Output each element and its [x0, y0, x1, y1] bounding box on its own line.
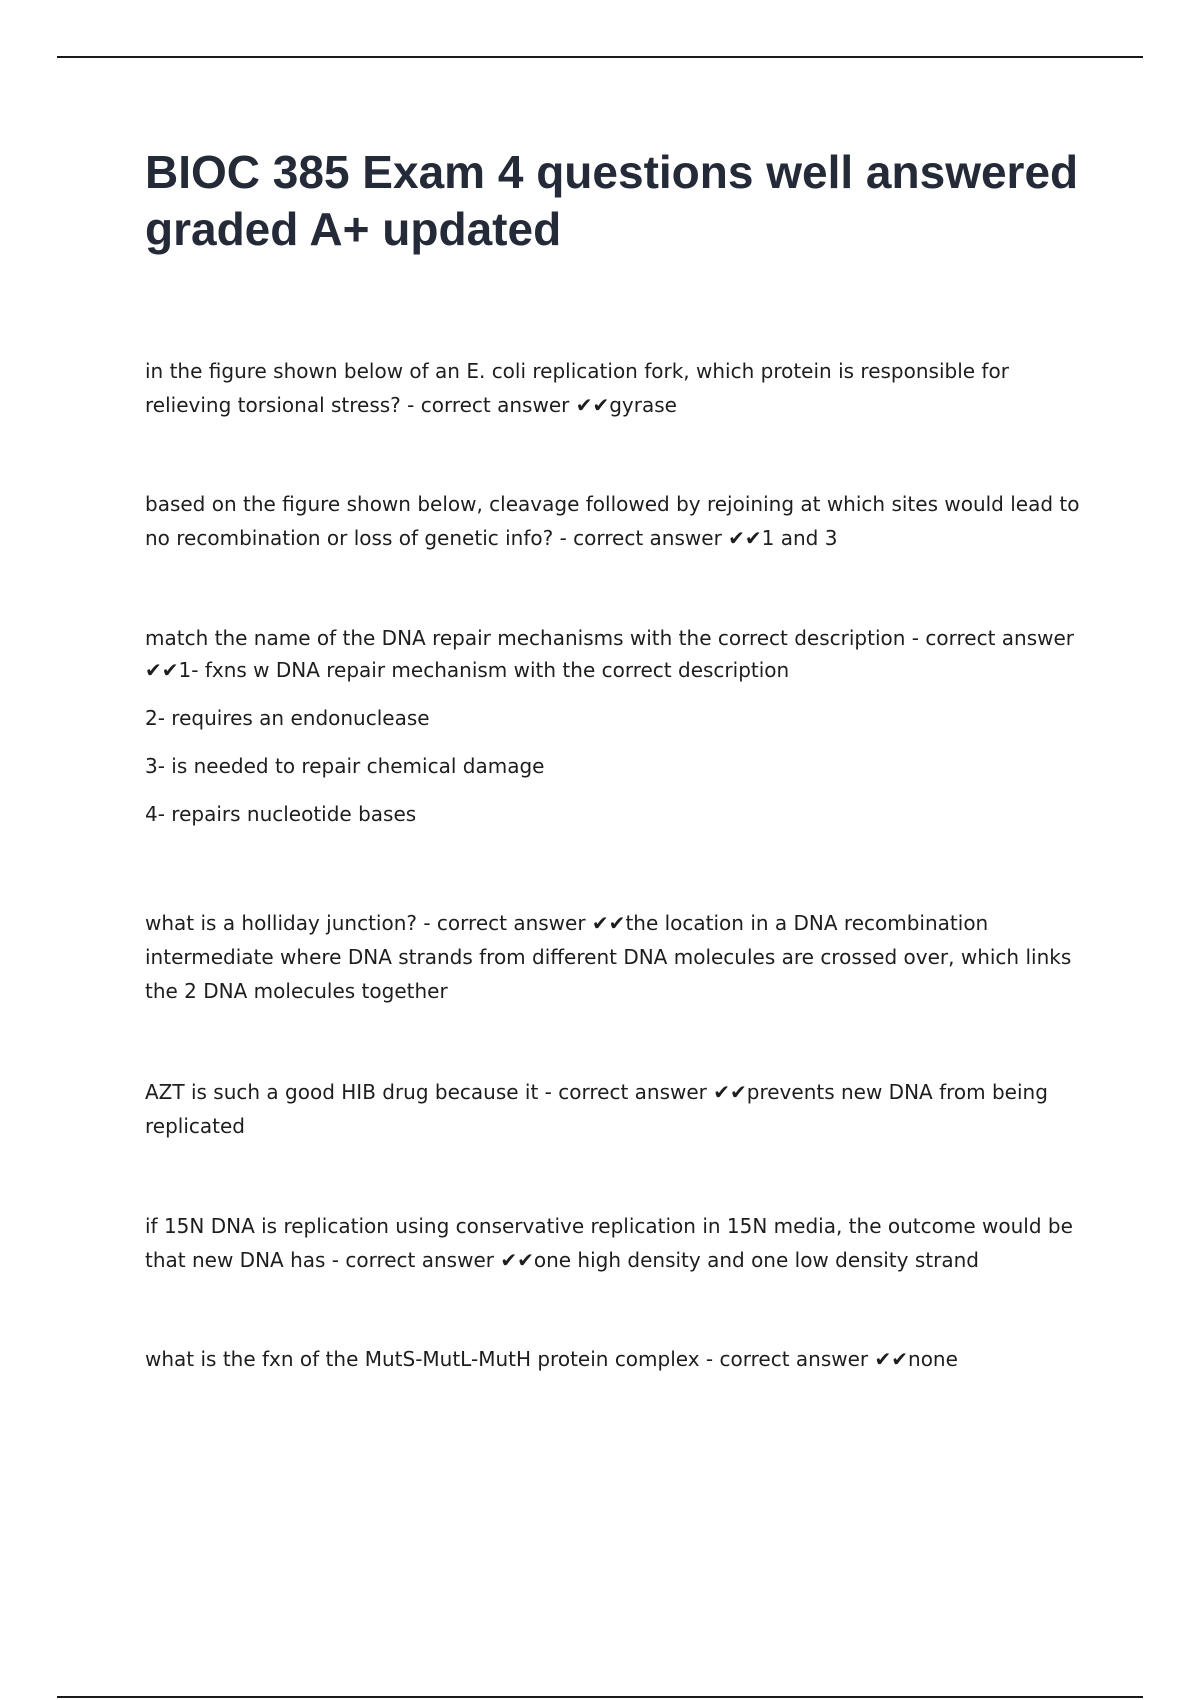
- answer-text: the location in a DNA recombination intermediate where DNA strands from different DNA molecules are crossed over, which links the 2 DNA molecules together: [145, 911, 1072, 1003]
- qa-text: [145, 354, 1090, 422]
- answer-text: 1 and 3: [761, 526, 838, 550]
- qa-item-2: [145, 487, 1090, 555]
- bottom-rule: [57, 1696, 1143, 1698]
- qa-item-6: [145, 1209, 1090, 1277]
- answer-line: 2- requires an endonuclease: [145, 706, 430, 730]
- question-text: what is a holliday junction?: [145, 911, 417, 935]
- question-text: match the name of the DNA repair mechanisms with the correct description: [145, 626, 906, 650]
- question-text: what is the fxn of the MutS-MutL-MutH protein complex: [145, 1347, 700, 1371]
- qa-item-4: [145, 906, 1090, 1008]
- document-title: BIOC 385 Exam 4 questions well answered graded A+ updated: [145, 146, 1079, 255]
- check-marks-icon: ✔✔: [728, 526, 762, 550]
- answer-line: 4- repairs nucleotide bases: [145, 802, 417, 826]
- qa-text: [145, 487, 1090, 555]
- check-marks-icon: ✔✔: [500, 1248, 534, 1272]
- answer-text: none: [908, 1347, 958, 1371]
- answer-text: prevents new DNA from being replicated: [145, 1080, 1048, 1138]
- answer-label: - correct answer: [553, 526, 729, 550]
- question-text: AZT is such a good HIB drug because it: [145, 1080, 539, 1104]
- answer-line: 3- is needed to repair chemical damage: [145, 754, 545, 778]
- answer-text: 1- fxns w DNA repair mechanism with the correct description: [178, 658, 790, 682]
- answer-text: one high density and one low density strand: [533, 1248, 979, 1272]
- qa-text: [145, 1209, 1090, 1277]
- check-marks-icon: ✔✔: [575, 393, 610, 417]
- top-rule: [57, 56, 1143, 58]
- qa-text: [145, 1075, 1090, 1143]
- check-marks-icon: ✔✔: [874, 1347, 909, 1371]
- qa-text: [145, 622, 1090, 686]
- question-text: if 15N DNA is replication using conservative replication in 15N media, the outcome would be that new DNA has: [145, 1214, 1073, 1272]
- qa-text: [145, 906, 1090, 1008]
- qa-item-1: [145, 354, 1090, 422]
- answer-label: - correct answer: [400, 393, 576, 417]
- qa-item-5: [145, 1075, 1090, 1143]
- question-text: based on the figure shown below, cleavage followed by rejoining at which sites would lead to no recombination or loss of genetic info?: [145, 492, 1080, 550]
- qa-item-3: [145, 622, 1090, 830]
- check-marks-icon: ✔✔: [713, 1080, 747, 1104]
- check-marks-icon: ✔✔: [145, 658, 179, 682]
- question-text: in the figure shown below of an E. coli replication fork, which protein is responsible for relieving torsional stress?: [145, 359, 1009, 417]
- answer-label: - correct answer: [325, 1248, 501, 1272]
- answer-text: gyrase: [609, 393, 677, 417]
- answer-label: - correct answer: [699, 1347, 875, 1371]
- qa-item-7: [145, 1342, 1090, 1376]
- qa-text: [145, 1342, 1090, 1376]
- answer-label: - correct answer: [905, 626, 1075, 650]
- check-marks-icon: ✔✔: [591, 911, 626, 935]
- answer-label: - correct answer: [417, 911, 592, 935]
- answer-label: - correct answer: [538, 1080, 714, 1104]
